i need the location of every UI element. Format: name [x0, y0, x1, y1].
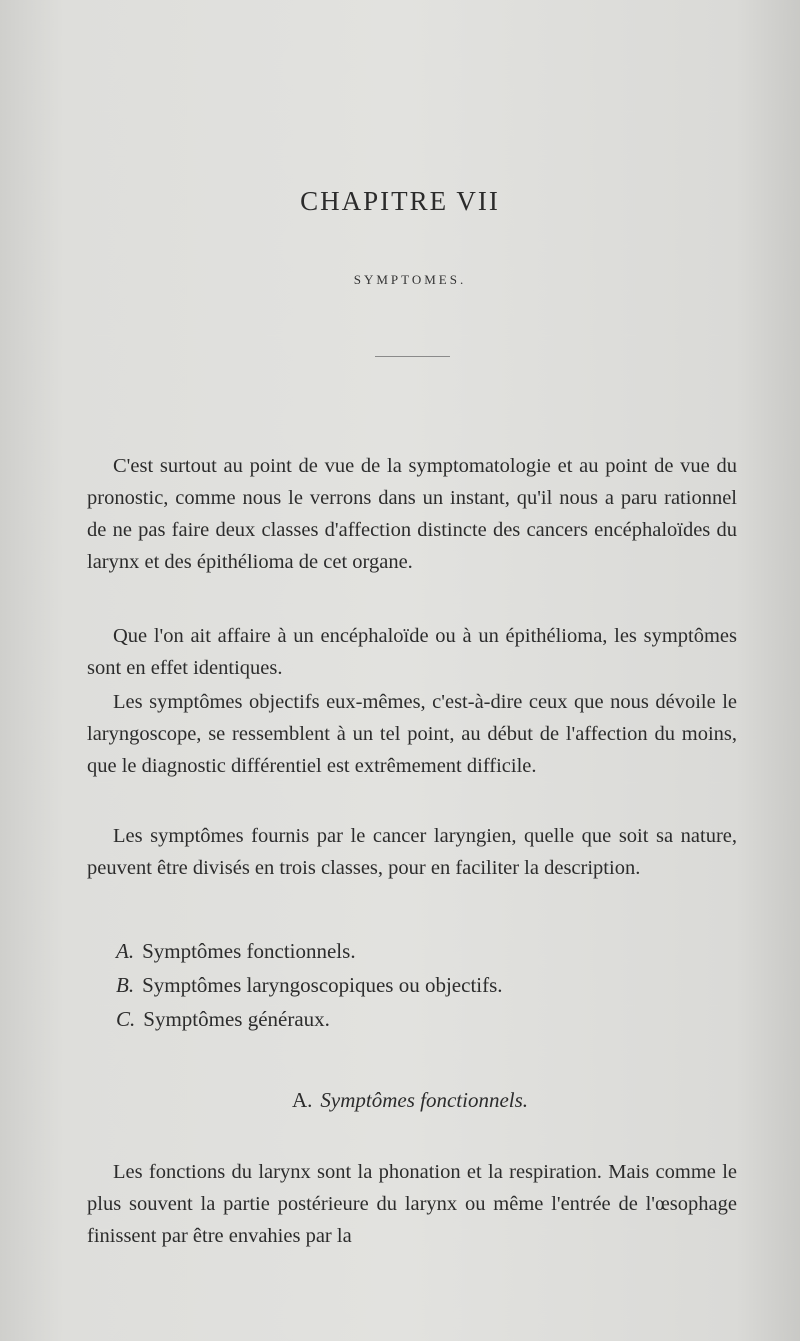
symptom-class-list	[116, 934, 716, 1036]
section-title: SYMPTOMES.	[353, 272, 467, 287]
paragraph-5-text: Les fonctions du larynx sont la phonation et la respiration. Mais comme le plus souvent la partie postérieure du larynx ou même l'entrée de l'œsophage finissent par être envahies par la	[87, 1161, 737, 1247]
list-item-text: Symptômes fonctionnels.	[142, 939, 356, 963]
subsection-letter: A.	[291, 1088, 313, 1112]
paragraph-1	[87, 450, 737, 578]
paragraph-2	[87, 620, 737, 684]
paragraph-1-text: C'est surtout au point de vue de la symptomatologie et au point de vue du pronostic, comme nous le verrons dans un instant, qu'il nous a paru rationnel de ne pas faire deux classes d'affection distincte des cancers encéphaloïdes du larynx et des épithélioma de cet organe.	[87, 455, 737, 573]
list-item-text: Symptômes généraux.	[143, 1007, 330, 1031]
subsection-title: Symptômes fonctionnels.	[320, 1088, 529, 1112]
paragraph-3-text: Les symptômes objectifs eux-mêmes, c'est-à-dire ceux que nous dévoile le laryngoscope, se ressemblent à un tel point, au début de l'affection du moins, que le diagnostic différentiel est extrêmement difficile.	[87, 691, 737, 777]
list-item-letter: A.	[116, 939, 135, 963]
paragraph-4	[87, 820, 737, 884]
paragraph-4-text: Les symptômes fournis par le cancer laryngien, quelle que soit sa nature, peuvent être divisés en trois classes, pour en faciliter la description.	[87, 825, 737, 879]
paragraph-2-text: Que l'on ait affaire à un encéphaloïde ou à un épithélioma, les symptômes sont en effet identiques.	[87, 625, 737, 679]
list-item	[116, 934, 716, 968]
section-divider	[375, 356, 450, 357]
paragraph-3	[87, 686, 737, 782]
paragraph-5	[87, 1156, 737, 1252]
subsection-heading	[0, 1088, 800, 1113]
chapter-title: CHAPITRE VII	[300, 186, 500, 216]
list-item-text: Symptômes laryngoscopiques ou objectifs.	[142, 973, 503, 997]
list-item-letter: B.	[116, 973, 135, 997]
list-item	[116, 1002, 716, 1036]
list-item-letter: C.	[116, 1007, 136, 1031]
list-item	[116, 968, 716, 1002]
